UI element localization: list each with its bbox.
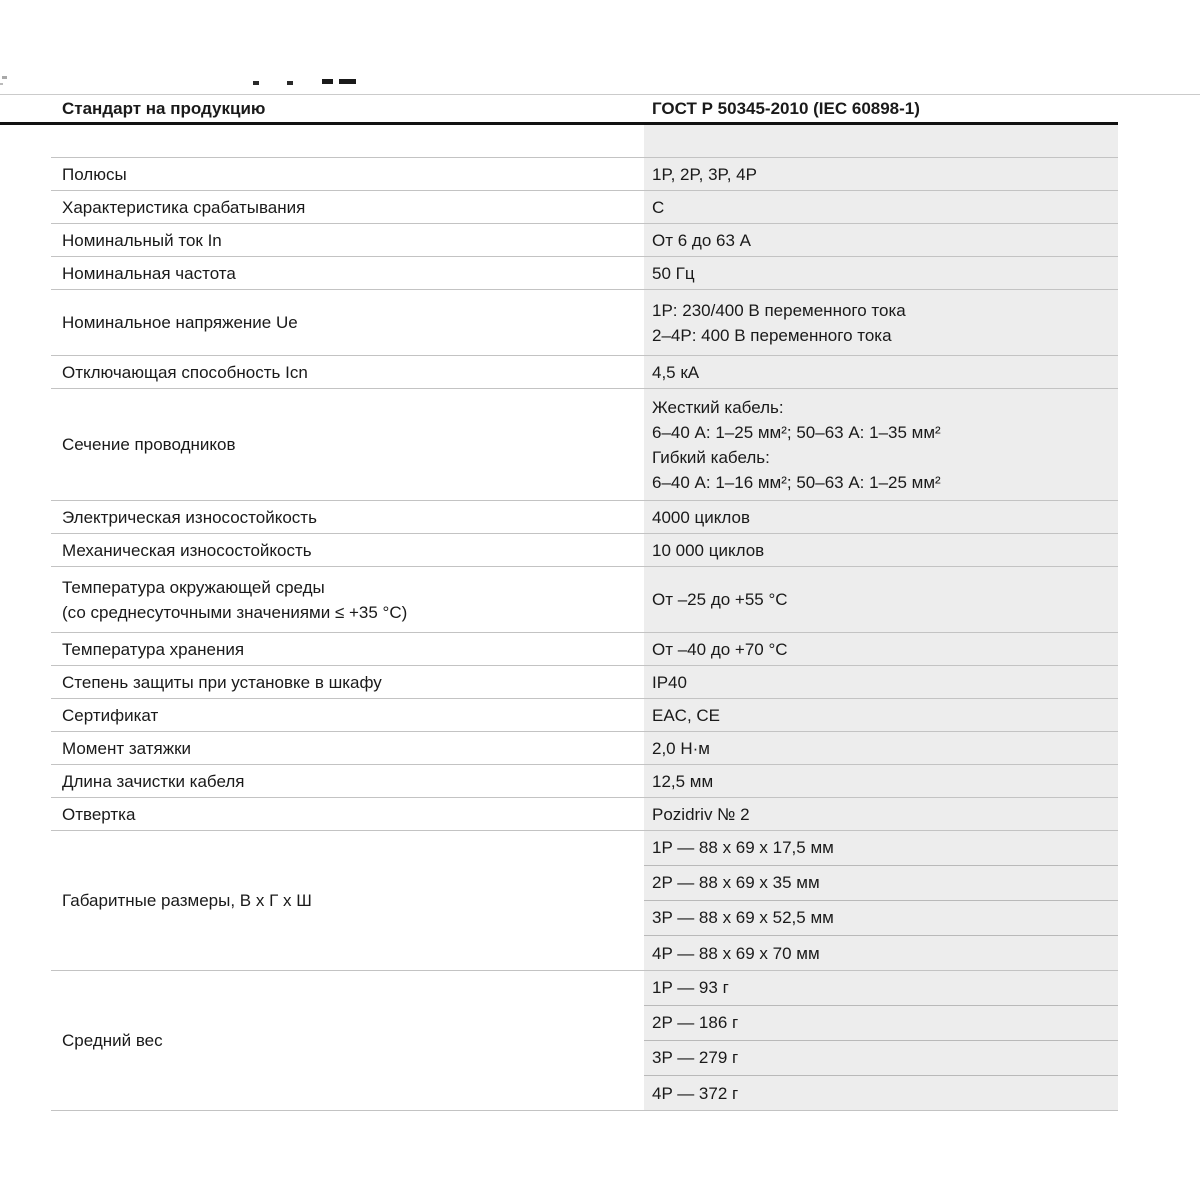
sub-value-row: 1P — 88 x 69 x 17,5 мм (644, 831, 1118, 866)
param-line: Температура окружающей среды (62, 577, 325, 597)
row-value: От 6 до 63 А (644, 224, 1118, 256)
row-param-label: Степень защиты при установке в шкафу (51, 666, 644, 698)
row-param-label: Механическая износостойкость (51, 534, 644, 566)
row-param-label: Номинальный ток In (51, 224, 644, 256)
crop-artifact (287, 81, 293, 85)
value-line: 1P: 230/400 В переменного тока (652, 300, 906, 320)
row-param-label: Габаритные размеры, В х Г х Ш (51, 831, 644, 970)
table-row-certificate (51, 699, 1118, 732)
table-row-trip-characteristic (51, 191, 1118, 224)
table-row-ambient-temperature (51, 567, 1118, 633)
row-value (644, 290, 1118, 355)
crop-artifact (253, 81, 259, 85)
row-param-label: Температура хранения (51, 633, 644, 665)
row-value: 4,5 кА (644, 356, 1118, 388)
row-param-label: Номинальная частота (51, 257, 644, 289)
table-header-row (0, 95, 1118, 122)
param-line: (со среднесуточными значениями ≤ +35 °C) (62, 602, 408, 622)
header-param-label: Стандарт на продукцию (62, 98, 266, 118)
row-value: 4000 циклов (644, 501, 1118, 533)
value-line: 6–40 А: 1–25 мм²; 50–63 А: 1–35 мм² (652, 422, 941, 442)
table-row-screwdriver (51, 798, 1118, 831)
table-row-storage-temperature (51, 633, 1118, 666)
sub-value-row: 4P — 88 x 69 x 70 мм (652, 943, 820, 963)
value-line: 2–4P: 400 В переменного тока (652, 325, 892, 345)
table-row-conductor-cross-section (51, 389, 1118, 501)
row-value: От –40 до +70 °C (644, 633, 1118, 665)
crop-artifact (322, 79, 333, 84)
table-row-rated-frequency (51, 257, 1118, 290)
row-value-group (644, 831, 1118, 970)
row-value: IP40 (644, 666, 1118, 698)
table-row-overall-dimensions (51, 831, 1118, 971)
row-param-label: Характеристика срабатывания (51, 191, 644, 223)
table-row-rated-current (51, 224, 1118, 257)
value-line: Жесткий кабель: (652, 397, 784, 417)
crop-artifact (339, 79, 356, 84)
row-param-label: Отвертка (51, 798, 644, 830)
row-param-label: Средний вес (51, 971, 644, 1110)
row-param-label: Момент затяжки (51, 732, 644, 764)
value-line: 6–40 А: 1–16 мм²; 50–63 А: 1–25 мм² (652, 472, 941, 492)
header-value-label: ГОСТ Р 50345-2010 (IEC 60898-1) (652, 98, 920, 118)
sub-value-row: 4P — 372 г (652, 1083, 739, 1103)
sub-value-row: 1P — 93 г (644, 971, 1118, 1006)
row-param-label: Сечение проводников (51, 389, 644, 500)
sub-value-row: 3P — 279 г (644, 1041, 1118, 1076)
sub-value-row: 2P — 186 г (644, 1006, 1118, 1041)
row-value: C (644, 191, 1118, 223)
spec-table (51, 125, 1118, 1111)
row-param-label: Длина зачистки кабеля (51, 765, 644, 797)
row-param-label: Номинальное напряжение Ue (51, 290, 644, 355)
table-row-stripping-length (51, 765, 1118, 798)
row-value: 10 000 циклов (644, 534, 1118, 566)
row-value: 12,5 мм (644, 765, 1118, 797)
table-row-breaking-capacity (51, 356, 1118, 389)
sub-value-row: 2P — 88 x 69 x 35 мм (644, 866, 1118, 901)
table-row-poles (51, 158, 1118, 191)
table-row-electrical-endurance (51, 501, 1118, 534)
row-value: 2,0 Н·м (644, 732, 1118, 764)
row-param-label: Сертификат (51, 699, 644, 731)
row-value: Pozidriv № 2 (644, 798, 1118, 830)
spacer-row (51, 125, 1118, 158)
row-param-label: Электрическая износостойкость (51, 501, 644, 533)
crop-artifact (2, 76, 7, 79)
row-value: От –25 до +55 °C (644, 567, 1118, 632)
row-param-label: Отключающая способность Icn (51, 356, 644, 388)
row-value-group (644, 971, 1118, 1110)
table-row-protection-degree (51, 666, 1118, 699)
crop-artifact (0, 83, 3, 85)
table-row-tightening-torque (51, 732, 1118, 765)
row-value: 50 Гц (644, 257, 1118, 289)
table-row-rated-voltage (51, 290, 1118, 356)
row-value: EAC, CE (644, 699, 1118, 731)
row-value: 1P, 2P, 3P, 4P (644, 158, 1118, 190)
row-param-label (51, 567, 644, 632)
row-value (644, 389, 1118, 500)
sub-value-row: 3P — 88 x 69 x 52,5 мм (644, 901, 1118, 936)
table-row-mechanical-endurance (51, 534, 1118, 567)
value-line: Гибкий кабель: (652, 447, 770, 467)
table-row-average-weight (51, 971, 1118, 1111)
row-param-label: Полюсы (51, 158, 644, 190)
